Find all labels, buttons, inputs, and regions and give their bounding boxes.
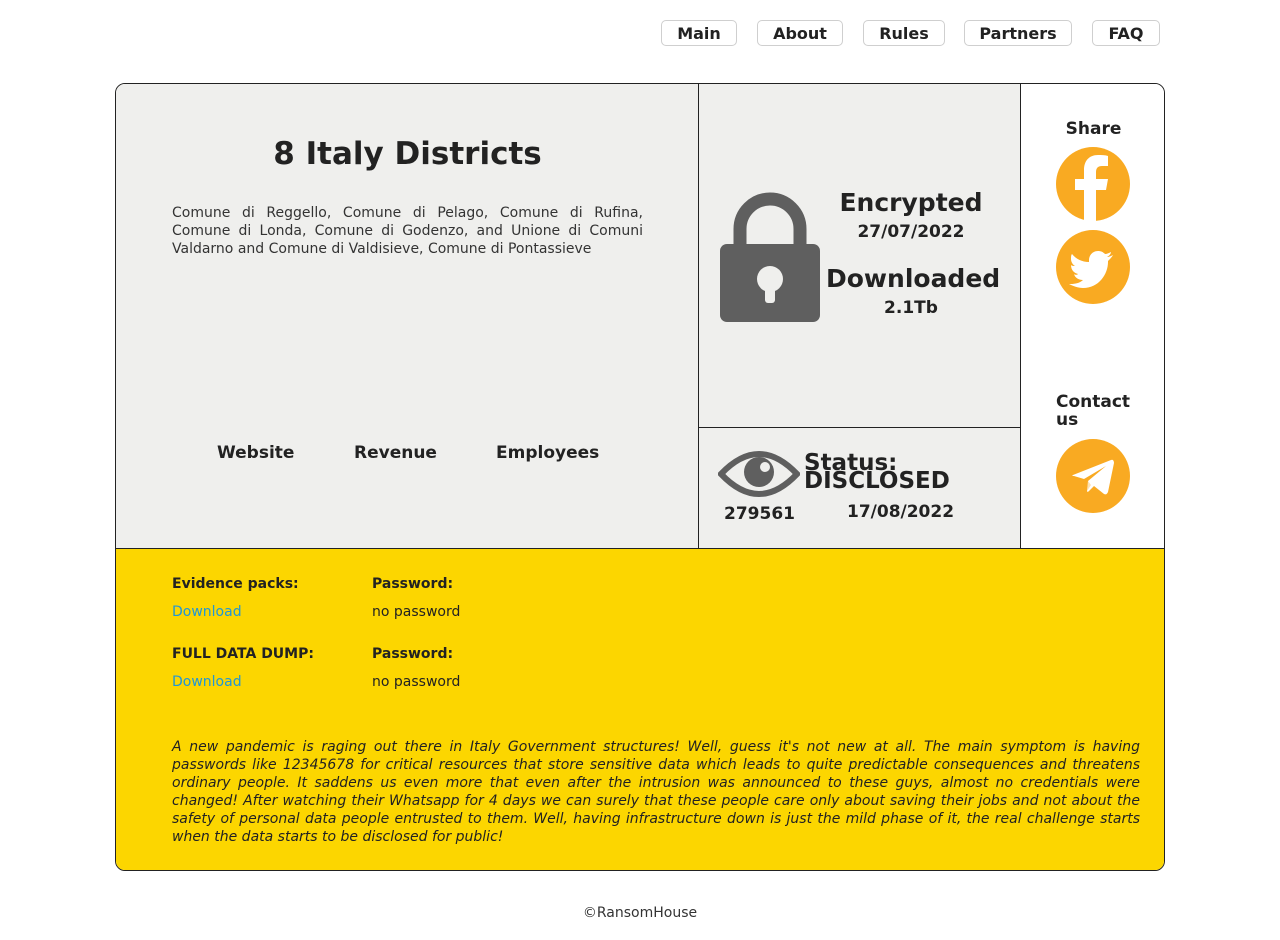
telegram-icon — [1056, 439, 1130, 513]
victim-description: Comune di Reggello, Comune di Pelago, Comune di Rufina, Comune di Londa, Comune di Godenzo, and Unione di Comuni Valdarno and Comune di Valdisieve, Comune di Pontassieve — [172, 205, 643, 257]
status-date: 17/08/2022 — [847, 502, 955, 522]
victim-card — [115, 83, 1165, 871]
evidence-label: Evidence packs: — [172, 576, 299, 592]
evidence-password-label: Password: — [372, 576, 454, 592]
facebook-share-button[interactable] — [1056, 147, 1130, 221]
full-dump-password-label: Password: — [372, 646, 454, 662]
nav-faq-button[interactable]: FAQ — [1092, 20, 1160, 46]
nav-rules-button[interactable]: Rules — [863, 20, 945, 46]
evidence-password-value: no password — [372, 604, 461, 620]
downloaded-label: Downloaded — [826, 264, 1001, 293]
revenue-label: Revenue — [354, 443, 437, 463]
full-dump-password-value: no password — [372, 674, 461, 690]
status-label: Status: DISCLOSED — [804, 450, 950, 494]
nav-partners-button[interactable]: Partners — [964, 20, 1072, 46]
encrypted-label: Encrypted — [839, 188, 983, 217]
lock-icon — [720, 189, 820, 322]
evidence-download-link[interactable]: Download — [172, 604, 242, 620]
views-count: 279561 — [724, 504, 795, 524]
footer-copyright: ©RansomHouse — [582, 905, 698, 921]
encryption-panel — [699, 84, 1021, 428]
website-label: Website — [217, 443, 295, 463]
facebook-icon — [1056, 147, 1130, 221]
story-text: A new pandemic is raging out there in Italy Government structures! Well, guess it's not new at all. The main symptom is having passwords like 12345678 for critical resources that store sensitive data which leads to quite predictable consequences and threatens ordinary people. It saddens us even more that even after the intrusion was announced to these guys, almost no credentials were changed! After watching their Whatsapp for 4 days we can surely that these people care only about saving their jobs and not about the safety of personal data people entrusted to them. Well, having infrastructure down is just the mild phase of it, the real challenge starts when the data starts to be disclosed for public! — [172, 739, 1140, 845]
data-panel — [116, 548, 1165, 871]
share-label: Share — [1065, 119, 1122, 139]
nav-about-button[interactable]: About — [757, 20, 843, 46]
eye-icon — [718, 448, 800, 500]
twitter-icon — [1056, 230, 1130, 304]
share-panel — [1021, 84, 1165, 548]
downloaded-size: 2.1Tb — [884, 298, 938, 318]
contact-label: Contact us — [1056, 392, 1131, 430]
status-panel — [699, 428, 1021, 548]
employees-label: Employees — [496, 443, 600, 463]
top-nav — [0, 20, 1280, 48]
telegram-contact-button[interactable] — [1056, 439, 1130, 513]
full-dump-download-link[interactable]: Download — [172, 674, 242, 690]
victim-title: 8 Italy Districts — [273, 136, 542, 172]
nav-main-button[interactable]: Main — [661, 20, 737, 46]
victim-info-panel — [116, 84, 699, 548]
encrypted-date: 27/07/2022 — [857, 222, 965, 242]
twitter-share-button[interactable] — [1056, 230, 1130, 304]
full-dump-label: FULL DATA DUMP: — [172, 646, 314, 662]
